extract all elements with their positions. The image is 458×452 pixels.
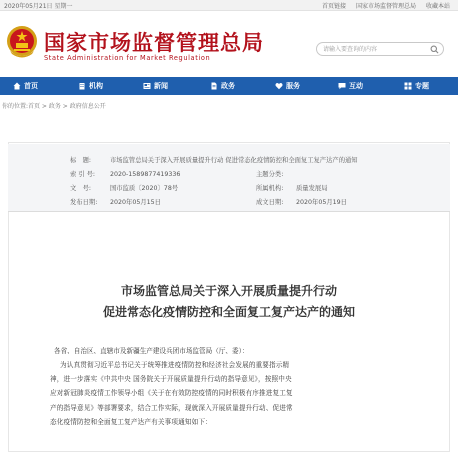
nav-item-affairs[interactable]: 政务 xyxy=(210,81,235,91)
meta-title-value: 市场监管总局关于深入开展质量提升行动 促进常态化疫情防控和全面复工复产达产的通知 xyxy=(110,157,358,164)
site-subtitle-en: State Administration for Market Regulation xyxy=(44,54,211,62)
search-input[interactable] xyxy=(323,44,427,54)
main-nav xyxy=(0,77,458,95)
nav-item-news[interactable]: 新闻 xyxy=(143,81,168,91)
meta-category-row: 主题分类: xyxy=(256,171,284,178)
topic-icon xyxy=(404,82,412,90)
top-links xyxy=(322,1,450,10)
search-box[interactable] xyxy=(316,42,444,56)
meta-pubdate-row: 发布日期: 2020年05月15日 xyxy=(70,199,161,206)
top-link-2[interactable]: 国家市场监督管理总局 xyxy=(355,3,416,10)
top-link-3[interactable]: 收藏本站 xyxy=(425,3,450,10)
national-emblem-icon xyxy=(6,25,38,59)
building-icon xyxy=(78,82,86,90)
home-icon xyxy=(13,82,21,90)
site-header xyxy=(0,11,458,77)
doc-salutation: 各省、自治区、直辖市及新疆生产建设兵团市场监管局（厅、委）： xyxy=(54,347,249,355)
doc-line-2: 神，进一步落实《中共中央 国务院关于开展质量提升行动的指导意见》，按照中央 xyxy=(50,375,292,384)
top-info-bar xyxy=(0,0,458,11)
doc-title-line-2: 促进常态化疫情防控和全面复工复产达产的通知 xyxy=(102,305,355,319)
news-icon xyxy=(143,82,151,90)
nav-item-home[interactable]: 首页 xyxy=(13,81,38,91)
breadcrumb[interactable]: 你的位置:首页 > 政务 > 政府信息公开 xyxy=(2,103,106,110)
meta-docnum-row: 文 号: 国市监质〔2020〕78号 xyxy=(70,185,179,192)
chat-icon xyxy=(338,82,346,90)
doc-line-3: 应对新冠肺炎疫情工作领导小组《关于在有效防控疫情的同时积极有序推进复工复 xyxy=(50,389,293,398)
document-meta xyxy=(8,144,450,212)
doc-line-4: 产的指导意见》等部署要求，结合工作实际，现就深入开展质量提升行动、促进常 xyxy=(50,403,293,412)
doc-body xyxy=(50,358,420,429)
current-date: 2020年05月21日 星期一 xyxy=(4,3,73,10)
meta-dept-row: 所属机构: 质量发展局 xyxy=(256,185,328,192)
site-title[interactable]: 国家市场监督管理总局 xyxy=(44,31,264,55)
nav-item-agency[interactable]: 机构 xyxy=(78,81,103,91)
meta-index-row: 索 引 号: 2020-1589877419336 xyxy=(70,171,181,178)
search-icon[interactable] xyxy=(430,45,439,54)
nav-item-service[interactable]: 服务 xyxy=(275,81,300,91)
doc-line-5: 态化疫情防控和全面复工复产达产有关事项通知如下： xyxy=(50,417,212,426)
meta-title-row: 标 题: 市场监管总局关于深入开展质量提升行动 促进常态化疫情防控和全面复工复产达产的通知 xyxy=(70,157,358,164)
service-icon xyxy=(275,82,283,90)
doc-title-line-1: 市场监管总局关于深入开展质量提升行动 xyxy=(120,284,337,298)
document-icon xyxy=(210,82,218,90)
meta-writedate-row: 成文日期: 2020年05月19日 xyxy=(256,199,347,206)
doc-line-1: 为认真贯彻习近平总书记关于统筹推进疫情防控和经济社会发展的重要指示精 xyxy=(60,361,290,369)
nav-item-interaction[interactable]: 互动 xyxy=(338,81,363,91)
nav-item-topics[interactable]: 专题 xyxy=(404,81,429,91)
top-link-1[interactable]: 首页链接 xyxy=(321,3,346,10)
